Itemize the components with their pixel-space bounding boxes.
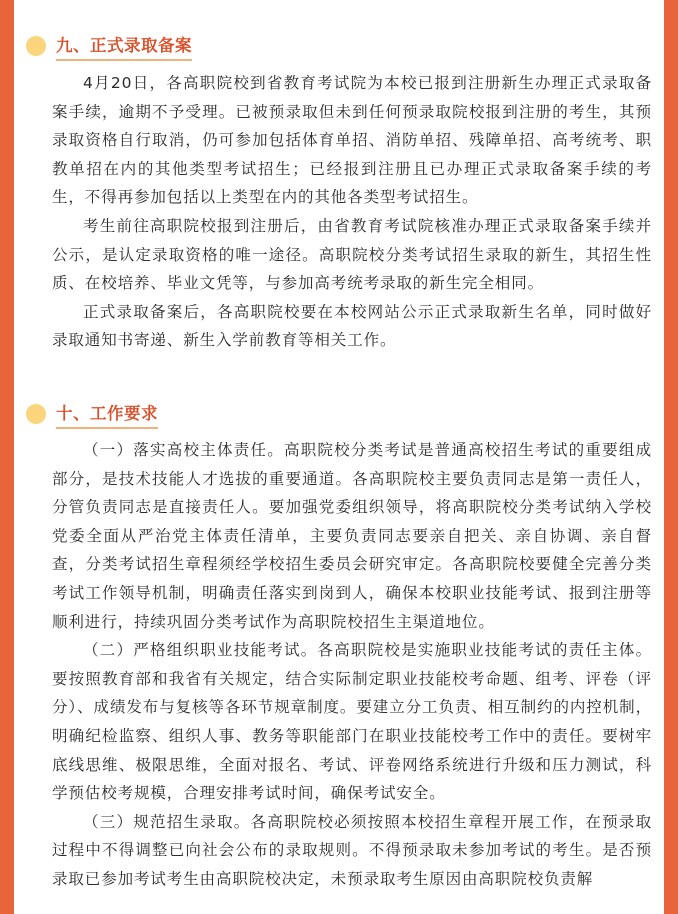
section-heading [14, 30, 664, 60]
section-title: 十、工作要求 [56, 400, 158, 429]
section-heading [14, 398, 664, 428]
paragraph: 4月20日，各高职院校到省教育考试院为本校已报到注册新生办理正式录取备案手续，逾期不予受理。已被预录取但未到任何预录取院校报到注册的考生，其预录取资格自行取消，仍可参加包括体育单招、消防单招、残障单招、高考统考、职教单招在内的其他类型考试招生；已经报到注册且已办理正式录取备案手续的考生，不得再参加包括以上类型在内的其他各类型考试招生。 [52, 74, 652, 207]
paragraph: 考生前往高职院校报到注册后，由省教育考试院核准办理正式录取备案手续并公示，是认定录取资格的唯一途径。高职院校分类考试招生录取的新生，其招生性质、在校培养、毕业文凭等，与参加高考统考录取的新生完全相同。 [52, 216, 652, 293]
heading-dot-icon [26, 36, 46, 56]
paragraph: 正式录取备案后，各高职院校要在本校网站公示正式录取新生名单，同时做好录取通知书寄递、新生入学前教育等相关工作。 [52, 302, 652, 350]
document-page [14, 0, 664, 914]
paragraph: （一）落实高校主体责任。高职院校分类考试是普通高校招生考试的重要组成部分，是技术技能人才选拔的重要通道。各高职院校主要负责同志是第一责任人，分管负责同志是直接责任人。要加强党委组织领导，将高职院校分类考试纳入学校党委全面从严治党主体责任清单，主要负责同志要亲自把关、亲自协调、亲自督查，分类考试招生章程须经学校招生委员会研究审定。各高职院校要健全完善分类考试工作领导机制，明确责任落实到岗到人，确保本校职业技能考试、报到注册等顺利进行，持续巩固分类考试作为高职院校招生主渠道地位。 [52, 441, 652, 631]
paragraph: （二）严格组织职业技能考试。各高职院校是实施职业技能考试的责任主体。要按照教育部和我省有关规定，结合实际制定职业技能校考命题、组考、评卷（评分）、成绩发布与复核等各环节规章制度。要建立分工负责、相互制约的内控机制，明确纪检监察、组织人事、教务等职能部门在职业技能校考工作中的责任。要树牢底线思维、极限思维，全面对报名、考试、评卷网络系统进行升级和压力测试，科学预估校考规模，合理安排考试时间，确保考试安全。 [52, 641, 652, 803]
section-nine [14, 30, 664, 355]
heading-dot-icon [26, 404, 46, 424]
section-ten [14, 398, 664, 894]
section-title: 九、正式录取备案 [56, 32, 192, 61]
paragraph: （三）规范招生录取。各高职院校必须按照本校招生章程开展工作，在预录取过程中不得调整已向社会公布的录取规则。不得预录取未参加考试的考生。是否预录取已参加考试考生由高职院校决定，未预录取考生原因由高职院校负责解 [52, 812, 652, 888]
